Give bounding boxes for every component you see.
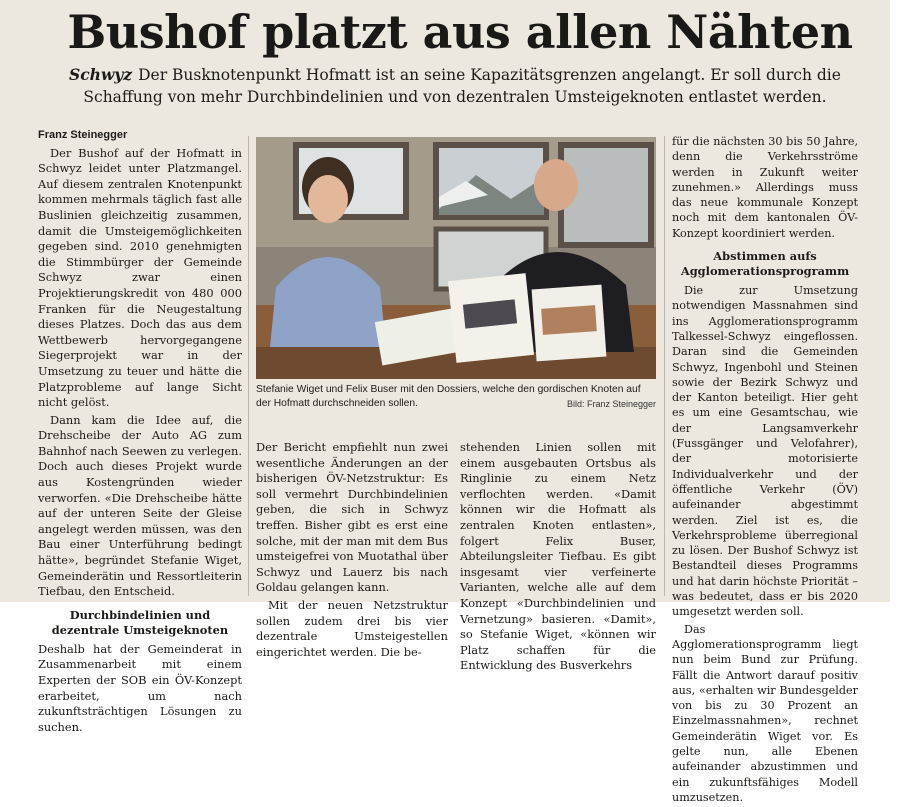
lead-paragraph <box>40 64 870 108</box>
col1-paragraph-1: Der Bushof auf der Hofmatt in Schwyz leidet unter Platzmangel. Auf diesem zentralen Knotenpunkt kommen mehrmals täglich fast alle Buslinien gleichzeitig zusammen, damit die Umsteigemöglichkeiten gegeben sind. 2010 genehmigten die Stimmbürger der Gemeinde Schwyz zwar einen Projektierungskredit von 480 000 Franken für die Neugestaltung dieses Platzes. Doch das aus dem Wettbewerb hervorgegangene Siegerprojekt war in der Umsetzung zu teuer und hätte die Platzprobleme auf lange Sicht nicht gelöst. <box>38 145 242 410</box>
photo-illustration <box>256 137 656 379</box>
column-1 <box>38 128 242 737</box>
column-2 <box>256 440 448 662</box>
article-photo <box>256 137 656 379</box>
photo-credit: Bild: Franz Steinegger <box>566 399 656 409</box>
col2-paragraph-2: Mit der neuen Netzstruktur sollen zudem drei bis vier dezentrale Umsteigestellen eingerichtet werden. Die be- <box>256 597 448 659</box>
col2-paragraph-1: Der Bericht empfiehlt nun zwei wesentliche Änderungen an der bisherigen ÖV-Netzstruktur: Es soll vermehrt Durchbindelinien geben, die sich in Schwyz treffen. Bisher gibt es erst eine solche, mit der man mit dem Bus umsteigefrei von Muotathal über Schwyz und Lauerz bis nach Goldau gelangen kann. <box>256 440 448 595</box>
col3-paragraph-1: stehenden Linien sollen mit einem ausgebauten Ortsbus als Ringlinie zu einem Netz verflochten werden. «Damit können wir die Hofmatt als zentralen Knoten entlasten», folgert Felix Buser, Abteilungsleiter Tiefbau. Es gibt insgesamt vier verfeinerte Varianten, welche alle auf dem Konzept «Durchbindelinien und Vernetzung» basieren. «Damit», so Stefanie Wiget, «können wir Platz schaffen für die Entwicklung des Busverkehrs <box>460 440 656 673</box>
col4-paragraph-2: Die zur Umsetzung notwendigen Massnahmen sind ins Agglomerationsprogramm Talkessel-Schwyz eingeflossen. Daran sind die Gemeinden Schwyz, Ingenbohl und Steinen sowie der Bezirk Schwyz und der Kanton beteiligt. Hier geht es um eine Gesamtschau, wie der Langsamverkehr (Fussgänger und Velofahrer), der motorisierte Individualverkehr und der öffentliche Verkehr (ÖV) aufeinander abgestimmt werden. Ziel ist es, die Verkehrsprobleme überregional zu lösen. Der Bushof Schwyz ist Bestandteil dieses Programms und hat darin höchste Priorität – was bedeutet, dass er bis 2020 umgesetzt werden soll. <box>672 284 858 619</box>
col4-paragraph-3: Das Agglomerationsprogramm liegt nun beim Bund zur Prüfung. Fällt die Antwort darauf positiv aus, «erhalten wir Bundesgelder von bis zu 30 Prozent an Einzelmassnahmen», rechnet Gemeinderätin Wiget vor. Es gelte nun, alle Ebenen aufeinander abzustimmen und ein zukunftsfähiges Modell umzusetzen. <box>672 622 858 804</box>
col1-subhead: Durchbindelinien und dezentrale Umsteigeknoten <box>51 607 229 637</box>
photo-caption: Stefanie Wiget und Felix Buser mit den Dossiers, welche den gordischen Knoten auf der Hofmatt durchschneiden sollen. <box>256 384 641 409</box>
column-3 <box>460 440 656 676</box>
col1-paragraph-2: Dann kam die Idee auf, die Drehscheibe der Auto AG zum Bahnhof nach Seewen zu verlegen. Doch auch dieses Projekt wurde aus Kostengründen wieder verworfen. «Die Drehscheibe hätte auf der unteren Seite der Gleise angelegt werden müssen, was den Bau einer Unterführung bedingt hätte», begründet Stefanie Wiget, Gemeinderätin und Ressortleiterin Tiefbau, den Entscheid. <box>38 412 242 599</box>
col4-subhead: Abstimmen aufs Agglomerationsprogramm <box>680 249 850 279</box>
lead-text: Der Busknotenpunkt Hofmatt ist an seine Kapazitätsgrenzen angelangt. Er soll durch die Schaffung von mehr Durchbindelinien und von dezentralen Umsteigeknoten entlastet werden. <box>83 66 841 106</box>
col4-paragraph-1: für die nächsten 30 bis 50 Jahre, denn die Verkehrsströme werden in Zukunft weiter zunehmen.» Allerdings muss das neue kommunale Konzept noch mit dem kantonalen ÖV-Konzept koordiniert werden. <box>672 135 858 240</box>
column-rule <box>248 136 249 596</box>
column-rule <box>664 136 665 596</box>
author: Franz Steinegger <box>38 129 128 141</box>
column-4 <box>672 134 858 807</box>
headline: Bushof platzt aus allen Nähten <box>67 5 853 59</box>
lead-place: Schwyz <box>69 65 133 84</box>
col1-paragraph-3: Deshalb hat der Gemeinderat in Zusammenarbeit mit einem Experten der SOB ein ÖV-Konzept erarbeitet, um nach zukunftsträchtigen Lösungen zu suchen. <box>38 641 242 734</box>
